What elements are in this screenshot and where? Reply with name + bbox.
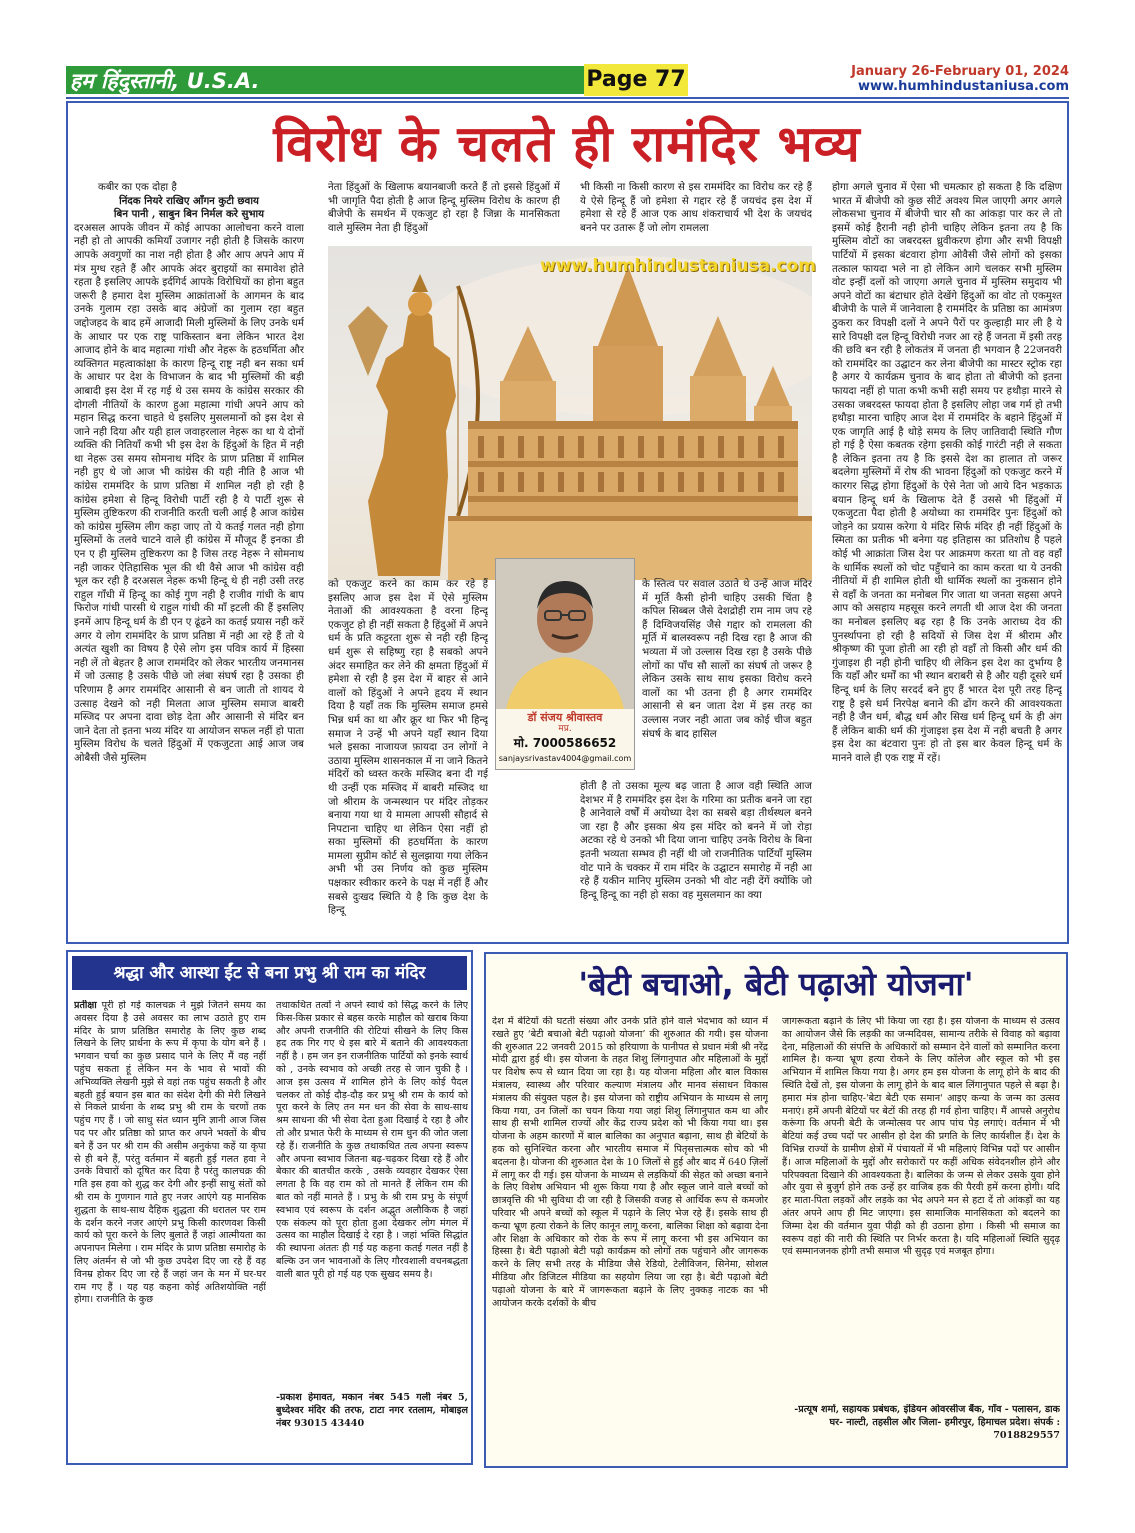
- couplet-line-1: निंदक नियरे राखिए आँगन कुटी छवाय: [119, 194, 259, 207]
- page-number: Page 77: [584, 64, 688, 96]
- left-article-lead-word: प्रतीक्षा: [74, 1000, 97, 1011]
- left-article-column-1: [74, 1000, 266, 1460]
- main-column-3-top: भी किसी ना किसी कारण से इस राममंदिर का विरोध कर रहे हैं ये ऐसे हिन्दू हैं जो हमेशा से गद्दार रहे हैं जयचंद इस देश में हमेशा से रहे हैं आज एक आध शंकराचार्य भी देश के जयचंद बनने पर उतारू हैं जो लोग रामलला: [580, 182, 812, 234]
- main-body-text: दरअसल आपके जीवन में कोई आपका आलोचना करने वाला नही हो तो आपकी कमियाँ उजागर नही होती है जिसके कारण आपके अवगुणों का नाश नही होता है और आप अपने आप में मंत्र मुग्ध रहते हैं और आपके अंदर बुराइयों का समावेश होते रहता है इसलिए आपके इर्दगिर्द आपके विरोधियों का होना बहुत जरूरी है हमारा देश मुस्लिम आक्रांताओं के आगमन के बाद उनके गुलाम रहा उसके बाद अंग्रेजों का गुलाम रहा बहुत जद्दोजहद के बाद हमें आजादी मिली मुस्लिमों के लिए उनके धर्म के आधार पर एक राष्ट्र पाकिस्तान बना लेकिन भारत देश आजाद होने के बाद महात्मा गांधी और नेहरू के हठधर्मिता और व्यक्तिगत महत्वाकांक्षा के कारण हिन्दू राष्ट्र नही बन सका धर्म के आधार पर देश के विभाजन के बाद भी मुस्लिमों की बड़ी आबादी इस देश में रह गई थे उस समय के कांग्रेस सरकार की दोगली नीतियों के कारण हुआ महात्मा गांधी अपने आप को महान सिद्ध करना चाहते थे इसलिए मुसलमानों को इस देश से जाने नही दिया और यही हाल जवाहरलाल नेहरू का था ये दोनों व्यक्ति की नितियाँ कभी भी इस देश के हिंदुओं के हित में नही था नेहरू उस समय सोमनाथ मंदिर के प्राण प्रतिष्ठा में शामिल नही हुए थे जो आज भी कांग्रेस की यही नीति है आज भी कांग्रेस राममंदिर के प्राण प्रतिष्ठा में शामिल नही हो रही है कांग्रेस हमेशा से हिन्दू विरोधी पार्टी रही है ये पार्टी शुरू से मुस्लिम तुष्टिकरण की राजनीति करती चली आई है आज कांग्रेस को कांग्रेस मुस्लिम लीग कहा जाए तो ये कतई गलत नही होगा मुस्लिमों के तलवे चाटने वाले ही कांग्रेस में मौजूद हैं इनका डी एन ए ही मुस्लिम तुष्टिकरण का है जिस तरह नेहरू ने सोमनाथ नही जाकर ऐतिहासिक भूल की थी वैसे आज भी कांग्रेस वही भूल कर रही है दरअसल नेहरू कभी हिन्दू थे ही नही उसी तरह राहुल गाँधी में हिन्दू का कोई गुण नही है राजीव गांधी के बाप फिरोज गांधी पारसी थे राहुल गांधी की माँ इटली की हैं इसलिए इनमें आप हिन्दू धर्म के डी एन ए ढूंढने का कतई प्रयास नही करें अगर ये लोग राममंदिर के प्राण प्रतिष्ठा में नही आ रहे हैं तो ये अत्यंत खुशी का विषय है ऐसे लोग इस पवित्र कार्य में हिस्सा नही लें तो बेहतर है आज राममंदिर को लेकर भारतीय जनमानस में जो उत्साह है उसके पीछे जो लंबा संघर्ष रहा है उसका ही परिणाम है अगर राममंदिर आसानी से बन जाती तो शायद ये उत्साह देखने को नही मिलता आज मुस्लिम समाज बाबरी मस्जिद पर अपना दावा छोड़ देता और आसानी से मंदिर बन जाने देता तो इतना भव्य मंदिर या आयोजन सफल नहीं हो पाता मुस्लिम विरोध के चलते हिंदुओं में एकजुटता आई आज जब ओबैसी जैसे मुस्लिम: [74, 222, 304, 764]
- right-article-column-1: देश में बेटियों की घटती संख्या और उनके प्रति होने वाले भेदभाव को ध्यान में रखते हुए ‘बेटी बचाओ बेटी पढ़ाओ योजना’ की शुरुआत की गयी। इस योजना की शुरुआत 22 जनवरी 2015 को हरियाणा के पानीपत से प्रधान मंत्री श्री नरेंद्र मोदी द्वारा हुई थी। इस योजना के तहत शिशु लिंगानुपात और महिलाओं के मुद्दों पर विशेष रूप से ध्यान दिया जा रहा है। यह योजना महिला और बाल विकास मंत्रालय, स्वास्थ्य और परिवार कल्याण मंत्रालय और मानव संसाधन विकास मंत्रालय की संयुक्त पहल है। इस योजना को राष्ट्रीय अभियान के माध्यम से लागू किया गया, उन जिलों का चयन किया गया जहां शिशु लिंगानुपात कम था और साथ ही सभी शामिल राज्यों और केंद्र राज्य प्रदेश को भी किया गया था। इस योजना के अहम कारणों में बाल बालिका का अनुपात बढ़ाना, साथ ही बेटियों के हक को सुनिश्चित करना और भारतीय समाज में पितृसत्तात्मक सोच को भी बदलना है। योजना की शुरुआत देश के 10 जिलों से हुई और बाद में 640 ज़िलों में लागू कर दी गई। इस योजना के माध्यम से लड़कियों की सेहत को अच्छा बनाने के लिए विशेष अभियान भी शुरू किया गया है और स्कूल जाने वाले बच्चों को छात्रवृत्ति की भी सुविधा दी जा रही है जिसकी वजह से आर्थिक रूप से कमजोर परिवार भी अपने बच्चों को स्कूल में पढ़ाने के लिए भेज रहे हैं। इसके साथ ही कन्या भ्रूण हत्या रोकने के लिए कानून लागू करना, बालिका शिक्षा को बढ़ावा देना और शिक्षा के अधिकार को रोक के रूप में लागू करना भी इस अभियान का हिस्सा है। बेटी पढ़ाओ बेटी पढ़ो कार्यक्रम को लोगों तक पहुंचाने और जागरूक करने के लिए सभी तरह के मीडिया जैसे रेडियो, टेलीविजन, सिनेमा, सोशल मीडिया और डिजिटल मीडिया का सहयोग लिया जा रहा है। बेटी पढ़ाओ बेटी पढ़ाओ योजना के बारे में जागरूकता बढ़ाने के लिए नुक्कड़ नाटक का भी आयोजन करके दर्शकों के बीच: [492, 1016, 768, 1309]
- main-column-4: होगा अगले चुनाव में ऐसा भी चमत्कार हो सकता है कि दक्षिण भारत में बीजेपी को कुछ सीटें अवश्य मिल जाएगी अगर अगले लोकसभा चुनाव में बीजेपी चार सौ का आंकड़ा पार कर ले तो इसमें कोई हैरानी नही होनी चाहिए लेकिन इतना तय है कि मुस्लिम वोटों का जबरदस्त ध्रुवीकरण होगा और सभी विपक्षी पार्टियों में इसका बंटवारा होगा ओवैसी जैसे लोगों को इसका तत्काल फायदा भले ना हो लेकिन आगे चलकर सभी मुस्लिम वोट इन्हीं दलों को जाएगा अगले चुनाव में मुस्लिम समुदाय भी अपने वोटों का बंटाधार होते देखेंगे हिंदुओं का वोट तो एकमुश्त बीजेपी के पाले में जानेवाला है राममंदिर के प्रतिष्ठा का आमंत्रण ठुकरा कर विपक्षी दलों ने अपने पैरों पर कुल्हाड़ी मार ली है ये सारे विपक्षी दल हिन्दू विरोधी नजर आ रहे हैं जनता में इसी तरह की छवि बन रही है लोकतंत्र में जनता ही भगवान है 22जनवरी को राममंदिर का उद्घाटन कर लेना बीजेपी का मास्टर स्ट्रोक रहा है अगर ये कार्यक्रम चुनाव के बाद होता तो बीजेपी को इतना फायदा नहीं हो पाता कभी कभी सही समय पर हथौड़ा मारने से उसका जबरदस्त फायदा होता है इसलिए लोहा जब गर्म हो तभी हथौड़ा मारना चाहिए आज देश में राममंदिर के बहाने हिंदुओं में एक जागृति आई है थोड़े समय के लिए जातिवादी स्थिति गौण हो गई है ऐसा कबतक रहेगा इसकी कोई गारंटी नही ले सकता है लेकिन इतना तय है कि इससे देश का हालात तो जरूर बदलेगा मुस्लिमों में रोष की भावना हिंदुओं को एकजुट करने में कारगर सिद्ध होगा हिंदुओं के ऐसे नेता जो आये दिन भड़काऊ बयान हिन्दू धर्म के खिलाफ देते हैं उससे भी हिंदुओं में एकजुटता पैदा होती है अयोध्या का राममंदिर पुनः हिंदुओं को जोड़ने का प्रयास करेगा ये मंदिर सिर्फ मंदिर ही नहीं हिंदुओं के स्मिता का प्रतीक भी बनेगा यह इतिहास का प्रतिशोध है पहले कोई भी आक्रांता जिस देश पर आक्रमण करता था तो वह वहाँ के धार्मिक स्थलों को चोट पहुँचाने का काम करता था ये उनकी नीतियों में ही शामिल होती थी धार्मिक स्थलों का नुकसान होने से वहाँ के जनता का मनोबल गिर जाता था जनता सहसा अपने आप को असहाय महसूस करने लगती थी आज देश की जनता का मनोबल इसलिए बढ़ रहा है कि उनके आराध्य देव की पुनर्स्थापना हो रही है सदियों से जिस देश में श्रीराम और श्रीकृष्ण की पूजा होती आ रही हो वहाँ तो किसी और धर्म की गुंजाइश ही नही होनी चाहिए थी लेकिन इस देश का दुर्भाग्य है कि यहाँ और धर्मों का भी स्थान बराबरी से है और यही दूसरे धर्म हिन्दू धर्म के लिए सरदर्द बने हुए हैं भारत देश पूरी तरह हिन्दू राष्ट्र है इसे धर्म निरपेक्ष बनाने की ढोंग करने की आवश्यकता नही है जैन धर्म, बौद्ध धर्म और सिख धर्म हिन्दू धर्म के ही अंग हैं लेकिन बाकी धर्म की गुंजाइश इस देश में नही बचती है अगर इस देश का बंटवारा पुनः हो तो इस बार केवल हिन्दू धर्म के मानने वाले ही एक राष्ट्र में रहें।: [832, 182, 1062, 764]
- main-headline: विरोध के चलते ही रामंदिर भव्य: [273, 115, 861, 173]
- website-link[interactable]: www.humhindustaniusa.com: [857, 79, 1069, 94]
- left-article-column-2: तथाकथित तत्वों ने अपने स्वार्थ को सिद्ध करने के लिए किस-किस प्रकार से बहस करके माहौल को खराब किया और अपनी राजनीति की रोटियां सीखने के लिए किस हद तक गिर गए थे इस बारे में बताने की आवश्यकता नहीं है । हम जन इन राजनीतिक पार्टियों को इनके स्वार्थ को , उनके स्वभाव को अच्छी तरह से जान चुकी है । आज इस उत्सव में शामिल होने के लिए कोई पैदल चलकर तो कोई दौड़-दौड़ कर प्रभु श्री राम के कार्य को पूरा करने के लिए तन मन धन की सेवा के साथ-साथ श्रम साधना की भी सेवा देता हुआ दिखाई दे रहा है और तो और प्रभात फेरी के माध्यम से राम धुन की जोत जला रहे हैं। राजनीति के कुछ तथाकथित तत्व अपना स्वरूप और अपना स्वभाव जितना बढ़-चढ़कर दिखा रहे हैं और बेकार की बातचीत करके , उसके व्यवहार देखकर ऐसा लगता है कि वह राम को तो मानते हैं लेकिन राम की बात को नहीं मानते हैं । प्रभु के श्री राम प्रभु के संपूर्ण स्वभाव एवं स्वरूप के दर्शन अद्भुत अलौकिक है जहां एक संकल्प को पूरा होता हुआ देखकर लोग मंगल में उत्सव का माहौल दिखाई दे रहा है । जहां भक्ति सिद्धांत की स्थापना अंततः ही गई यह कहना कतई गलत नहीं है बल्कि उन जन भावनाओं के लिए गौरवशाली वचनबद्धता वाली बात पूरी हो गई यह एक सुखद समय है।: [276, 1000, 468, 1280]
- main-column-3-middle: के स्तित्व पर सवाल उठाते थे उन्हें आज मंदिर में मूर्ति कैसी होनी चाहिए उसकी चिंता है कपिल सिब्बल जैसे देशद्रोही राम नाम जप रहे हैं दिग्विजयसिंह जैसे गद्दार को रामलला की मूर्ति में बालस्वरूप नही दिख रहा है आज की भव्यता में जो उल्लास दिख रहा है उसके पीछे लोगों का पाँच सौ सालों का संघर्ष तो जरूर है लेकिन उसके साथ साथ इसका विरोध करने वालों का भी उतना ही है अगर राममंदिर आसानी से बन जाता देश में इस तरह का उल्लास नजर नही आता जब कोई चीज बहुत संघर्ष के बाद हासिल: [642, 579, 812, 740]
- main-column-2-top: नेता हिंदुओं के खिलाफ बयानबाजी करते हैं तो इससे हिंदुओं में भी जागृति पैदा होती है आज हिन्दू मुस्लिम विरोध के कारण ही बीजेपी के समर्थन में एकजुट हो रहा है जिन्ना के मानसिकता वाले मुस्लिम नेता ही हिंदुओं: [328, 182, 560, 234]
- left-article-text-1: पूरी हो गई कालचक्र ने मुझे जितने समय का अवसर दिया है उसे अवसर का लाभ उठाते हुए राम मंदिर के प्राण प्रतिष्ठित समारोह के लिए कुछ शब्द लिखने के लिए प्रार्थना के रूप में कृपा के योग बने हैं । भगवान चर्चा का कुछ प्रसाद पाने के लिए मैं वह नहीं पहुंच सकता हूं लेकिन मन के भाव से भावों की अभिव्यक्ति लेखनी मुझे से वहां तक पहुंच सकती है और बहती हुई बयान इस बात का संदेश देगी की मेरी लिखने से निकले प्रार्थना के शब्द प्रभु श्री राम के चरणों तक पहुंच गए हैं । जो साधु संत ध्यान मुनि ज्ञानी आज जिस पद पर और प्रतिष्ठा को प्राप्त कर अपने भक्तों के बीच बने हैं उन पर श्री राम की असीम अनुकंपा कहें या कृपा से ही बने हैं, परंतु वर्तमान में बहती हुई गलत हवा ने उनके विचारों को दूषित कर दिया है परंतु कालचक्र की गति इस हवा को शुद्ध कर देगी और इन्हीं साधु संतों को श्री राम के गुणगान गाते हुए नजर आएंगे यह मानसिक शुद्धता के साथ-साथ दैहिक शुद्धता की धरातल पर राम के दर्शन करने नजर आएंगे प्रभु किसी कारणवश किसी कार्य को पूरा करने के लिए बुलाते हैं जहां आत्मीयता का अपनापन मिलेगा । राम मंदिर के प्राण प्रतिष्ठा समारोह के लिए अंतर्मन से जो भी कुछ उपदेश दिए जा रहे हैं वह विनम्र होकर दिए जा रहे हैं जहां जन के मन में घर-घर राम गए हैं । यह यह कहना कोई अतिशयोक्ति नहीं होगा। राजनीति के कुछ: [74, 1000, 266, 1306]
- author-phone: मो. 7000586652: [513, 736, 617, 750]
- masthead-title: हम हिंदुस्तानी, U.S.A.: [70, 69, 260, 93]
- issue-date: January 26-February 01, 2024: [851, 64, 1069, 79]
- main-column-3-bottom: होती है तो उसका मूल्य बढ़ जाता है आज वही स्थिति आज देशभर में है राममंदिर इस देश के गरिमा का प्रतीक बनने जा रहा है आनेवाले वर्षों में अयोध्या देश का सबसे बड़ा तीर्थस्थल बनने जा रहा है और इसका श्रेय इस मंदिर को बनने में जो रोड़ा अटका रहे थे उनको भी दिया जाना चाहिए उनके विरोध के बिना इतनी भव्यता सम्भव ही नहीं थी जो राजनीतिक पार्टियाँ मुस्लिम वोट पाने के चक्कर में राम मंदिर के उद्घाटन समारोह में नही आ रहे हैं यकीन मानिए मुस्लिम उनको भी वोट नही देंगें क्योंकि जो हिन्दू हिन्दू का नही हो सका वह मुसलमान का क्या: [580, 781, 812, 901]
- temple-illustration: [328, 246, 812, 580]
- couplet-line-2: बिन पानी , साबुन बिन निर्मल करे सुभाय: [113, 208, 265, 221]
- author-box: [495, 558, 635, 770]
- right-article-signature: -प्रत्यूष शर्मा, सहायक प्रबंधक, इंडियन ओवरसीज बैंक, गाँव - पलासन, डाक घर- नाल्टी, तहसील और जिला- हमीरपुर, हिमाचल प्रदेश। संपर्क : 7018829557: [794, 1404, 1060, 1441]
- author-degree: मप्र.: [558, 724, 572, 734]
- right-article-headline: 'बेटी बचाओ, बेटी पढ़ाओ योजना': [578, 965, 974, 1003]
- left-article-signature: -प्रकाश हेमावत, मकान नंबर 545 गली नंबर 5, बुध्देश्वर मंदिर की तरफ, टाटा नगर रतलाम, मोबाइल नंबर 93015 43440: [276, 1392, 468, 1429]
- ram-temple-photo: [328, 246, 812, 580]
- author-name: डॉ संजय श्रीवास्तव: [527, 711, 603, 724]
- issue-date-block: [851, 64, 1069, 94]
- intro-line: कबीर का एक दोहा है: [98, 182, 177, 193]
- author-photo: [496, 559, 634, 709]
- header-divider: [66, 97, 1069, 99]
- author-email[interactable]: sanjaysrivastav4004@gmail.com: [498, 754, 632, 763]
- main-column-2-bottom: को एकजुट करने का काम कर रहे हैं इसलिए आज इस देश में ऐसे मुस्लिम नेताओं की आवश्यकता है वरना हिन्दू एकजुट हो ही नहीं सकता है हिंदुओं में अपने धर्म के प्रति कट्टरता शुरू से नही रही हिन्दू धर्म शुरू से सहिष्णु रहा है सबको अपने अंदर समाहित कर लेने की क्षमता हिंदुओं में हमेशा से रही है इस देश में बाहर से आने वालों को हिंदुओं ने अपने हृदय में स्थान दिया है यहाँ तक कि मुस्लिम समाज हमसे भिन्न धर्म का था और क्रूर था फिर भी हिन्दू समाज ने उन्हें भी अपने यहाँ स्थान दिया भले इसका नाजायज फ़ायदा उन लोगों ने उठाया मुस्लिम शासनकाल में ना जाने कितने मंदिरों को ध्वस्त करके मस्जिद बना दी गई थी उन्हीं एक मस्जिद में बाबरी मस्जिद था जो श्रीराम के जन्मस्थान पर मंदिर तोड़कर बनाया गया था ये मामला आपसी सौहार्द से निपटाना चाहिए था लेकिन ऐसा नहीं हो सका मुस्लिमों की हठधर्मिता के कारण मामला सुप्रीम कोर्ट से सुलझाया गया लेकिन अभी भी उस निर्णय को कुछ मुस्लिम पक्षकार स्वीकार करने के पक्ष में नहीं हैं और सबसे दुःखद स्थिति ये है कि कुछ देश के हिन्दू: [328, 579, 488, 917]
- left-article-headline: श्रद्धा और आस्था ईंट से बना प्रभु श्री राम का मंदिर: [72, 956, 467, 990]
- photo-watermark: www.humhindustaniusa.com: [540, 256, 816, 276]
- right-article-column-2: जागरूकता बढ़ाने के लिए भी किया जा रहा है। इस योजना के माध्यम से उत्सव का आयोजन जैसे कि लड़की का जन्मदिवस, सामान्य तरीके से विवाह को बढ़ावा देना, महिलाओं की संपत्ति के अधिकारों को सम्मान देने वालों को सम्मानित करना शामिल है। कन्या भ्रूण हत्या रोकने के लिए कॉलेज और स्कूल को भी इस अभियान में शामिल किया गया है। अगर हम इस योजना के लागू होने के बाद की स्थिति देखें तो, इस योजना के लागू होने के बाद बाल लिंगानुपात पहले से बढ़ा है। हमारा मंत्र होना चाहिए-'बेटा बेटी एक समान' आइए कन्या के जन्म का उत्सव मनाएं। हमें अपनी बेटियों पर बेटों की तरह ही गर्व होना चाहिए। मैं आपसे अनुरोध करूंगा कि अपनी बेटी के जन्मोत्सव पर आप पांच पेड़ लगाएं। वर्तमान में भी बेटियां कई उच्च पदों पर आसीन हो देश की प्रगति के लिए कार्यशील हैं। देश के विभिन्न राज्यों के ग्रामीण क्षेत्रों में पंचायतों में भी महिलाएं विभिन्न पदों पर आसीन हैं। आज महिलाओं के मुद्दों और सरोकारों पर कहीं अधिक संवेदनशील होने और परिपक्वता दिखाने की आवश्यकता है। बालिका के जन्म से लेकर उसके युवा होने और युवा से बुजुर्ग होने तक उन्हें हर वाजिब हक की पैरवी हमें करना होगी। यदि हर माता-पिता लड़कों और लड़के का भेद अपने मन से हटा दें तो आंकड़ों का यह अंतर अपने आप ही मिट जाएगा। इस सामाजिक मानसिकता को बदलने का जिम्मा देश की वर्तमान युवा पीढ़ी को ही उठाना होगा । किसी भी समाज का स्वरूप वहां की नारी की स्थिति पर निर्भर करता है। यदि महिलाओं स्थिति सुदृढ़ एवं सम्मानजनक होगी तभी समाज भी सुदृढ़ एवं मजबूत होगा।: [782, 1016, 1060, 1258]
- main-column-1: [74, 181, 304, 939]
